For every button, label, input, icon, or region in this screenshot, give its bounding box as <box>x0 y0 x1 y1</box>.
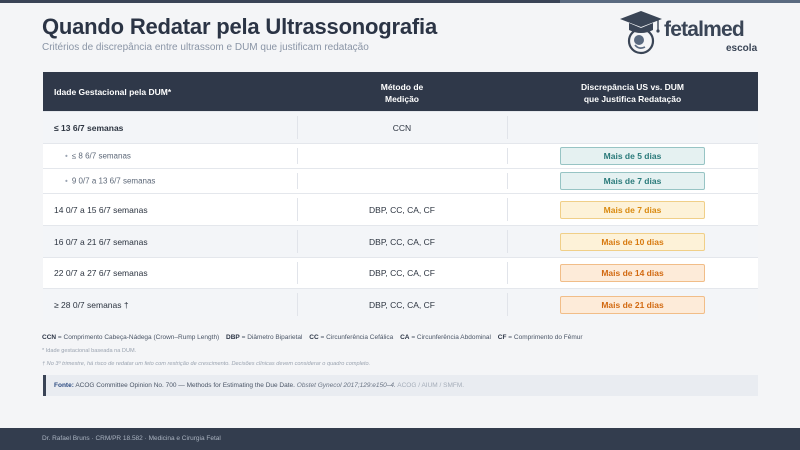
discrepancy-badge: Mais de 7 dias <box>560 172 705 190</box>
source-label: Fonte: <box>54 382 74 389</box>
discrepancy-badge: Mais de 7 dias <box>560 201 705 219</box>
bullet-icon: • <box>65 151 68 161</box>
header-discrepancy: Discrepância US vs. DUM que Justifica Redatação <box>581 82 684 104</box>
top-accent-bar <box>0 0 800 3</box>
source-text: ACOG Committee Opinion No. 700 — Methods for Estimating the Due Date. <box>75 382 295 389</box>
header-method: Método de Medição <box>380 82 424 104</box>
row-gestational-age: 14 0/7 a 15 6/7 semanas <box>54 204 148 215</box>
legend-desc: = Comprimento do Fêmur <box>508 334 583 341</box>
top-accent-segment <box>560 0 800 3</box>
legend-abbr: CA <box>400 334 410 341</box>
source-citation <box>43 375 758 396</box>
fetalmed-logo <box>618 8 768 58</box>
row-method: DBP, CC, CA, CF <box>369 204 435 215</box>
legend-abbr: CF <box>497 334 507 341</box>
redating-table <box>43 72 758 320</box>
page-subtitle: Critérios de discrepância entre ultrassom e DUM que justificam redatação <box>42 42 369 53</box>
legend-abbr: CC <box>309 334 319 341</box>
header-gestational-age: Idade Gestacional pela DUM* <box>54 87 172 97</box>
discrepancy-badge: Mais de 10 dias <box>560 233 705 251</box>
logo-brand-sub: escola <box>726 43 758 54</box>
legend-desc: = Circunferência Abdominal <box>411 334 491 341</box>
legend-desc: = Circunferência Cefálica <box>320 334 394 341</box>
row-method: DBP, CC, CA, CF <box>369 299 435 310</box>
row-method: DBP, CC, CA, CF <box>369 268 435 278</box>
table-row <box>43 193 758 225</box>
table-row <box>43 111 758 143</box>
table-row <box>43 168 758 193</box>
source-extra: ACOG / AIUM / SMFM. <box>397 382 465 389</box>
footer-bar <box>0 428 800 450</box>
footnote-third-trimester: † No 3º trimestre, há risco de redatar um feto com restrição de crescimento. Decisões clínicas devem considerar o quadro completo. <box>42 361 371 367</box>
legend-desc: = Diâmetro Biparietal <box>241 334 303 341</box>
legend-desc: = Comprimento Cabeça-Nádega (Crown–Rump Length) <box>57 334 220 341</box>
row-gestational-age: ≤ 13 6/7 semanas <box>54 122 124 133</box>
footnote-dum: * Idade gestacional baseada na DUM. <box>42 348 137 354</box>
row-method: DBP, CC, CA, CF <box>369 236 435 247</box>
discrepancy-badge: Mais de 5 dias <box>560 147 705 165</box>
legend-abbr: DBP <box>226 334 240 341</box>
table-row <box>43 288 758 320</box>
row-method: CCN <box>392 122 412 133</box>
row-gestational-age: ≤ 8 6/7 semanas <box>71 151 131 161</box>
discrepancy-badge: Mais de 21 dias <box>560 296 705 314</box>
discrepancy-badge: Mais de 14 dias <box>560 264 705 282</box>
table-row <box>43 143 758 168</box>
source-journal: Obstet Gynecol 2017;129:e150–4. <box>296 382 396 389</box>
legend-abbr: CCN <box>42 334 57 341</box>
row-gestational-age: 16 0/7 a 21 6/7 semanas <box>54 236 148 247</box>
page-title: Quando Redatar pela Ultrassonografia <box>42 14 437 39</box>
table-row <box>43 225 758 257</box>
row-gestational-age: 22 0/7 a 27 6/7 semanas <box>54 268 148 278</box>
logo-brand-name: fetalmed <box>664 18 744 41</box>
row-gestational-age: 9 0/7 a 13 6/7 semanas <box>71 176 156 186</box>
bullet-icon: • <box>65 176 68 186</box>
footer-text: Dr. Rafael Bruns · CRM/PR 18.582 · Medicina e Cirurgia Fetal <box>42 435 221 442</box>
graduation-cap-fetus-icon <box>618 8 664 58</box>
row-gestational-age: ≥ 28 0/7 semanas † <box>54 299 129 310</box>
abbreviation-legend <box>42 334 583 341</box>
table-header <box>43 72 758 111</box>
table-row <box>43 257 758 288</box>
